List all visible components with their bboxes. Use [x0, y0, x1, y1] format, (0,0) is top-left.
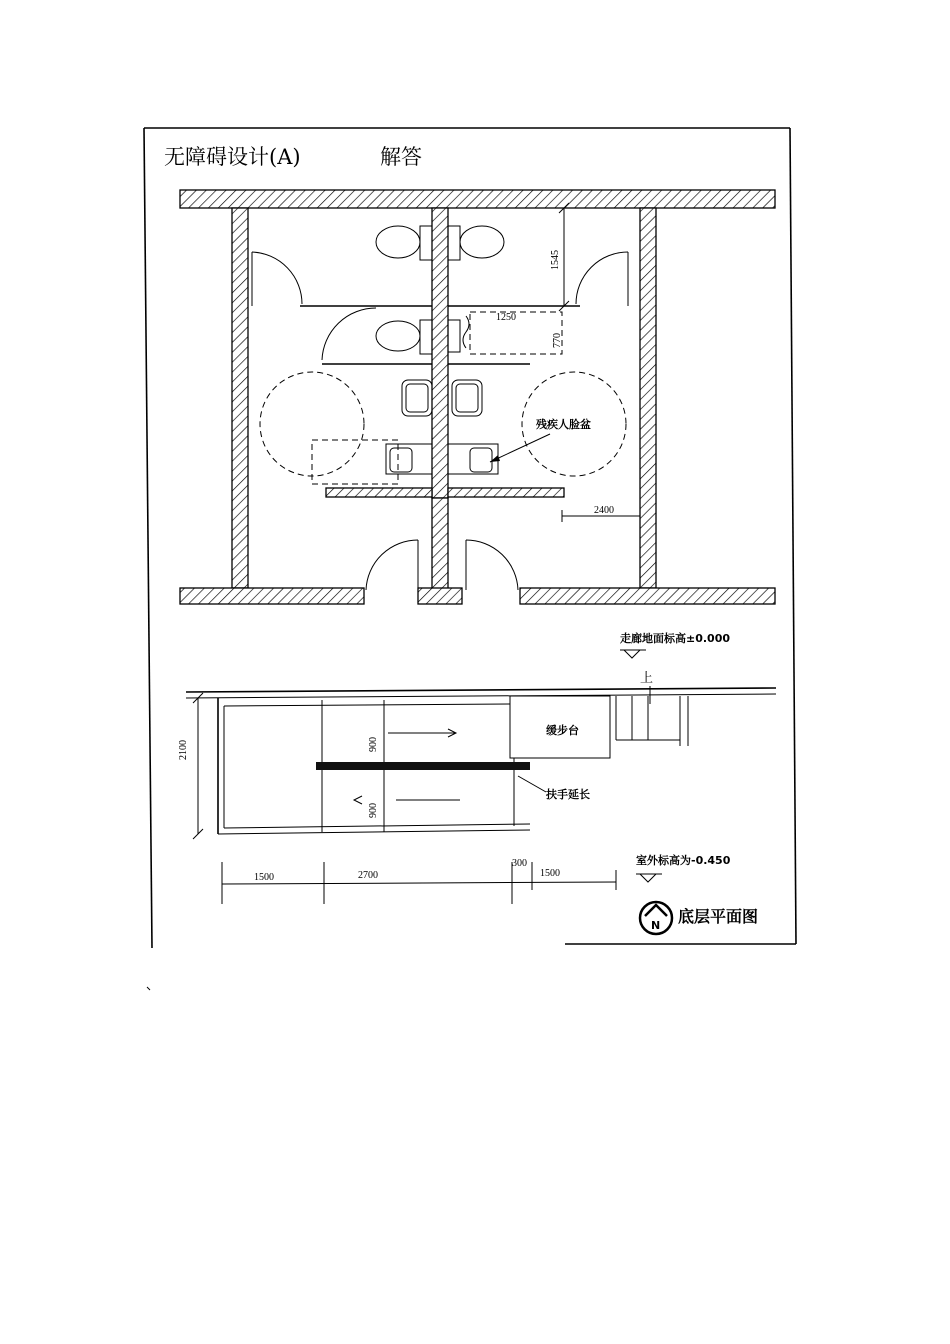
outdoor-level-label: 室外标高为-0.450 — [636, 854, 731, 867]
stray-mark — [147, 987, 150, 990]
dim-1500-left-text: 1500 — [254, 872, 274, 883]
dimension-2100 — [178, 693, 203, 839]
outdoor-level-symbol — [636, 874, 662, 882]
corridor-level-label: 走廊地面标高±0.000 — [620, 632, 731, 645]
basin-leader-line — [490, 434, 550, 462]
dim-900-bottom-text: 900 — [368, 803, 379, 818]
dim-1545-text: 1545 — [550, 250, 561, 270]
corridor-level-symbol — [620, 650, 646, 658]
handrail-extension-label: 扶手延长 — [546, 788, 590, 801]
dim-2700-text: 2700 — [358, 870, 378, 881]
title-main: 无障碍设计(A) — [164, 145, 301, 169]
landing-label: 缓步台 — [546, 724, 579, 737]
dim-2100-text: 2100 — [178, 740, 189, 760]
center-handrail — [316, 762, 530, 770]
plan-title: 底层平面图 — [678, 907, 759, 926]
dim-2400-text: 2400 — [594, 505, 614, 516]
dim-900-top-text: 900 — [368, 737, 379, 752]
toilet-middle — [376, 320, 432, 354]
dimension-1545 — [550, 203, 569, 311]
dim-300-text: 300 — [512, 858, 527, 869]
dim-1250-text: 1250 — [496, 312, 516, 323]
basin-upper-right — [452, 380, 482, 416]
dim-770-text: 770 — [552, 333, 563, 348]
accessible-basin-label: 残疾人脸盆 — [536, 418, 591, 431]
toilet-upper-left — [376, 226, 432, 260]
toilet-upper-right — [448, 226, 504, 260]
dimension-900-top — [368, 737, 379, 752]
north-letter: N — [651, 919, 661, 932]
dim-1500-right-text: 1500 — [540, 868, 560, 879]
north-arrow-icon — [640, 902, 672, 934]
accessible-basin-left — [312, 440, 432, 484]
title-answer: 解答 — [380, 145, 422, 169]
handrail-leader-line — [518, 776, 546, 792]
basin-upper-left — [402, 380, 432, 416]
dimension-900-bottom — [368, 803, 379, 818]
accessible-basin-right — [448, 444, 498, 474]
steps-up-label: 上 — [640, 671, 654, 686]
turning-circle-left — [260, 372, 364, 476]
ramp-steps — [616, 696, 688, 746]
